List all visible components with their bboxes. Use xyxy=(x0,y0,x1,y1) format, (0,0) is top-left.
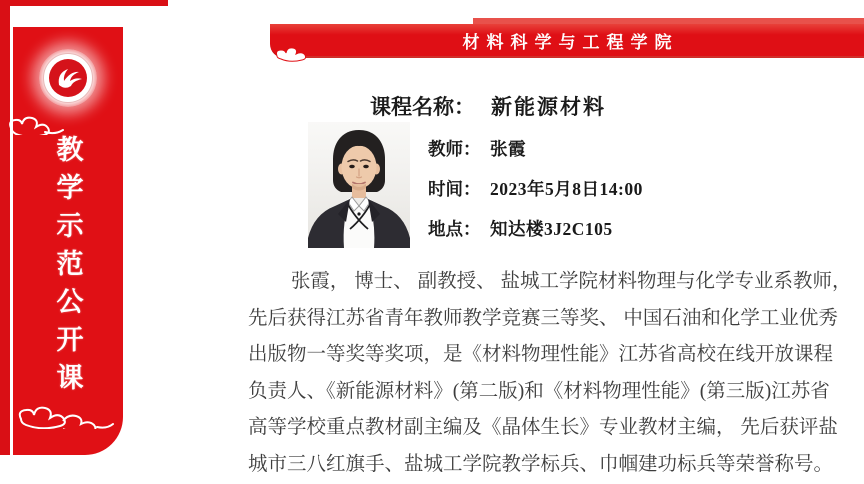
cloud-icon xyxy=(7,113,71,135)
top-edge-strip xyxy=(0,0,168,6)
bio-line: 先后获得江苏省青年教师教学竞赛三等奖、 中国石油和化学工业优秀 xyxy=(248,307,838,329)
department-header-bar xyxy=(270,24,864,58)
time-label: 时间： xyxy=(428,179,481,199)
info-row-teacher xyxy=(428,136,643,176)
bio-line: 负责人、《新能源材料》(第二版)和《材料物理性能》(第三版)江苏省 xyxy=(248,380,830,402)
portrait-illustration xyxy=(308,122,410,248)
course-info-list xyxy=(428,136,643,256)
location-value: 知达楼3J2C105 xyxy=(490,219,613,239)
logo-core xyxy=(49,59,87,97)
course-name-label: 课程名称： xyxy=(370,95,475,119)
sidebar-banner xyxy=(13,27,123,455)
time-value: 2023年5月8日14:00 xyxy=(490,179,643,199)
bio-line: 高等学校重点教材副主编及《晶体生长》专业教材主编， 先后获评盐 xyxy=(248,417,838,438)
info-row-location xyxy=(428,216,643,256)
teacher-label: 教师： xyxy=(428,139,481,159)
info-row-time xyxy=(428,176,643,216)
bio-line: 张霞， 博士、 副教授、 盐城工学院材料物理与化学专业系教师， xyxy=(290,271,852,292)
cloud-icon xyxy=(274,45,314,63)
teacher-value: 张霞 xyxy=(490,139,526,159)
bio-line: 城市三八红旗手、盐城工学院教学标兵、巾帼建功标兵等荣誉称号。 xyxy=(248,453,834,475)
bio-paragraph xyxy=(248,264,852,483)
course-name-row xyxy=(370,91,606,121)
university-logo xyxy=(39,49,97,107)
banner-vertical-title: 教学示范公开课 xyxy=(52,135,83,401)
location-label: 地点： xyxy=(428,219,481,239)
course-name-value: 新能源材料 xyxy=(491,95,606,119)
left-edge-strip xyxy=(0,0,10,455)
bio-line: 出版物一等奖等奖项，是《材料物理性能》江苏省高校在线开放课程 xyxy=(248,344,834,365)
logo-ring xyxy=(43,53,93,103)
logo-swoosh-icon xyxy=(49,59,87,97)
teacher-photo xyxy=(308,122,410,248)
department-title: 材料科学与工程学院 xyxy=(462,32,679,52)
cloud-icon xyxy=(15,403,117,429)
